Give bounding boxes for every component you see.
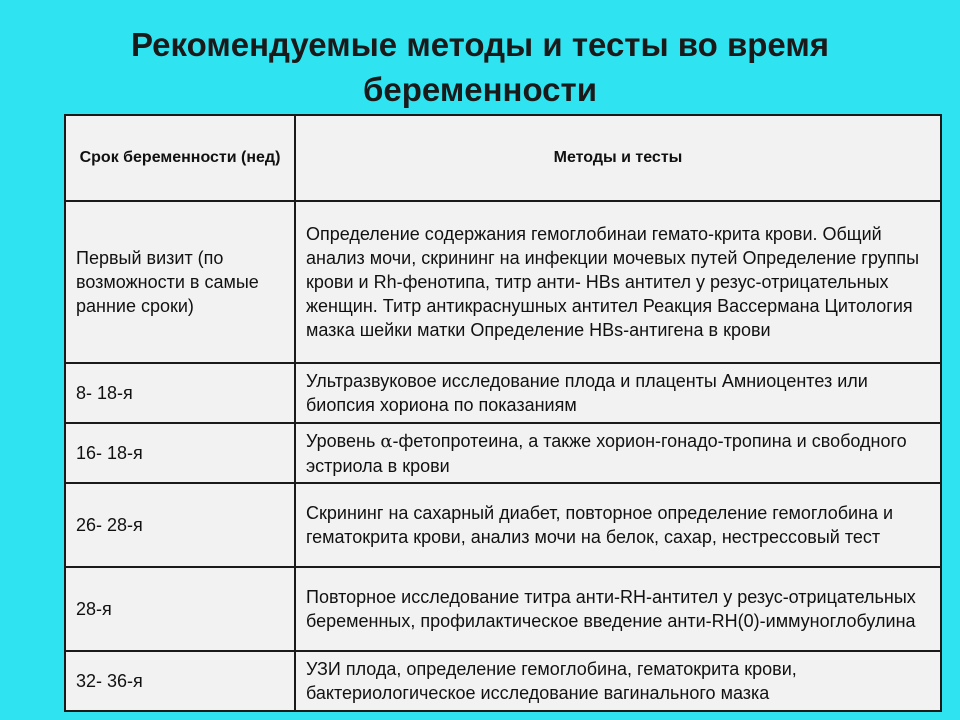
table-row (65, 483, 941, 567)
table-row (65, 423, 941, 483)
methods-cell: Скрининг на сахарный диабет, повторное определение гемоглобина и гематокрита крови, анализ мочи на белок, сахар, нестрессовый тест (295, 483, 941, 567)
alpha-symbol: α (380, 430, 393, 452)
header-term: Срок беременности (нед) (65, 115, 295, 201)
term-cell: 32- 36-я (65, 651, 295, 711)
methods-cell: Повторное исследование титра анти-RH-антител у резус-отрицательных беременных, профилактическое введение анти-RH(0)-иммуноглобулина (295, 567, 941, 651)
term-cell: 28-я (65, 567, 295, 651)
methods-prefix: Уровень (306, 430, 381, 451)
header-methods: Методы и тесты (295, 115, 941, 201)
table-header-row (65, 115, 941, 201)
methods-cell: УЗИ плода, определение гемоглобина, гематокрита крови, бактериологическое исследование вагинального мазка (295, 651, 941, 711)
methods-cell (295, 423, 941, 483)
table-row (65, 567, 941, 651)
table-row (65, 201, 941, 363)
table-row (65, 363, 941, 423)
methods-table (64, 114, 942, 712)
table-row (65, 651, 941, 711)
term-cell: 16- 18-я (65, 423, 295, 483)
term-cell: 26- 28-я (65, 483, 295, 567)
slide-title: Рекомендуемые методы и тесты во время беременности (130, 26, 830, 108)
term-cell: Первый визит (по возможности в самые ранние сроки) (65, 201, 295, 363)
methods-cell: Ультразвуковое исследование плода и плаценты Амниоцентез или биопсия хориона по показаниям (295, 363, 941, 423)
term-cell: 8- 18-я (65, 363, 295, 423)
methods-cell: Определение содержания гемоглобинаи гемато-крита крови. Общий анализ мочи, скрининг на инфекции мочевых путей Определение группы крови и Rh-фенотипа, титр анти- HBs антител у резус-отрицательных женщин. Титр антикраснушных антител Реакция Вассермана Цитология мазка шейки матки Определение HBs-антигена в крови (295, 201, 941, 363)
methods-suffix: -фетопротеина, а также хорион-гонадо-тропина и свободного эстриола в крови (306, 430, 907, 476)
